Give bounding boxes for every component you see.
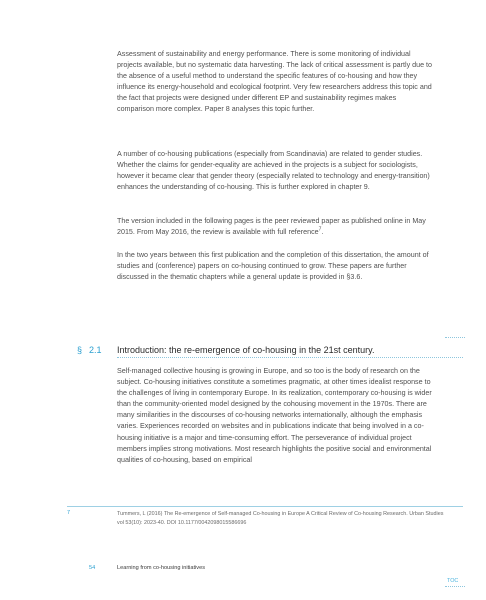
body-paragraph-introduction: Self-managed collective housing is growing in Europe, and so too is the body of research on the subject. Co-housing initiatives constitute a sometimes pragmatic, at other times idealist response to the challenges of living in contemporary Europe. In its realization, contemporary co-housing is wider than the community-oriented model designed by the cohousing movement in the 1970s. There are many similarities in the discourses of co-housing networks internationally, although the emphasis varies. Experiences recorded on websites and in publications indicate that being involved in a co-housing initiative is a major and time-consuming effort. The perseverance of individual project members implies strong motivations. Most research highlights the positive social and environmental qualities of co-housing, based on empirical <box>117 367 432 464</box>
toc-dotted-rule <box>445 586 465 587</box>
section-dotted-rule-top <box>445 337 465 338</box>
page-number: 54 <box>89 565 96 571</box>
footnote-reference[interactable]: 7 <box>318 226 322 233</box>
section-symbol: § <box>77 345 83 355</box>
section-dotted-rule-bottom <box>117 357 463 358</box>
running-head: Learning from co-housing initiatives <box>117 565 205 571</box>
body-paragraph-update: In the two years between this first publication and the completion of this dissertation, the amount of studies and (conference) papers on co-housing continued to grow. These papers are further discussed in the thematic chapters while a general update is provided in §3.6. <box>117 251 429 282</box>
body-paragraph-sustainability: Assessment of sustainability and energy performance. There is some monitoring of individual projects available, but no systematic data harvesting. The lack of critical assessment is partly due to the absence of a useful method to understand the specific features of co-housing and how they influence its energy-household and ecological footprint. Very few researchers address this topic and the fact that projects were designed under different EP and sustainability regimes makes comparison more complex. Paper 8 analyses this topic further. <box>117 50 433 114</box>
footnote-number: 7 <box>67 510 70 516</box>
footnote-text: Tummers, L (2016) The Re-emergence of Self-managed Co-housing in Europe A Critical Review of Co-housing Research. Urban Studies vol 53(10): 2023-40. DOI 10.1177/0042098015586696 <box>117 511 444 526</box>
body-paragraph-version <box>117 216 435 238</box>
body-paragraph-gender: A number of co-housing publications (especially from Scandinavia) are related to gender studies. Whether the claims for gender-equality are achieved in the projects is a subject for sociologists, however it became clear that gender theory (especially related to technology and energy-transition) enhances the understanding of co-housing. This is further explored in chapter 9. <box>117 150 430 192</box>
section-title: Introduction: the re-emergence of co-housing in the 21st century. <box>117 345 375 355</box>
body-paragraph-version-end: . <box>321 228 324 237</box>
body-paragraph-version-text: The version included in the following pages is the peer reviewed paper as published online in May 2015. From May 2016, the review is available with full reference <box>117 217 426 237</box>
toc-link[interactable]: TOC <box>447 578 459 584</box>
footnote-rule <box>67 506 463 507</box>
section-number: 2.1 <box>89 345 102 355</box>
